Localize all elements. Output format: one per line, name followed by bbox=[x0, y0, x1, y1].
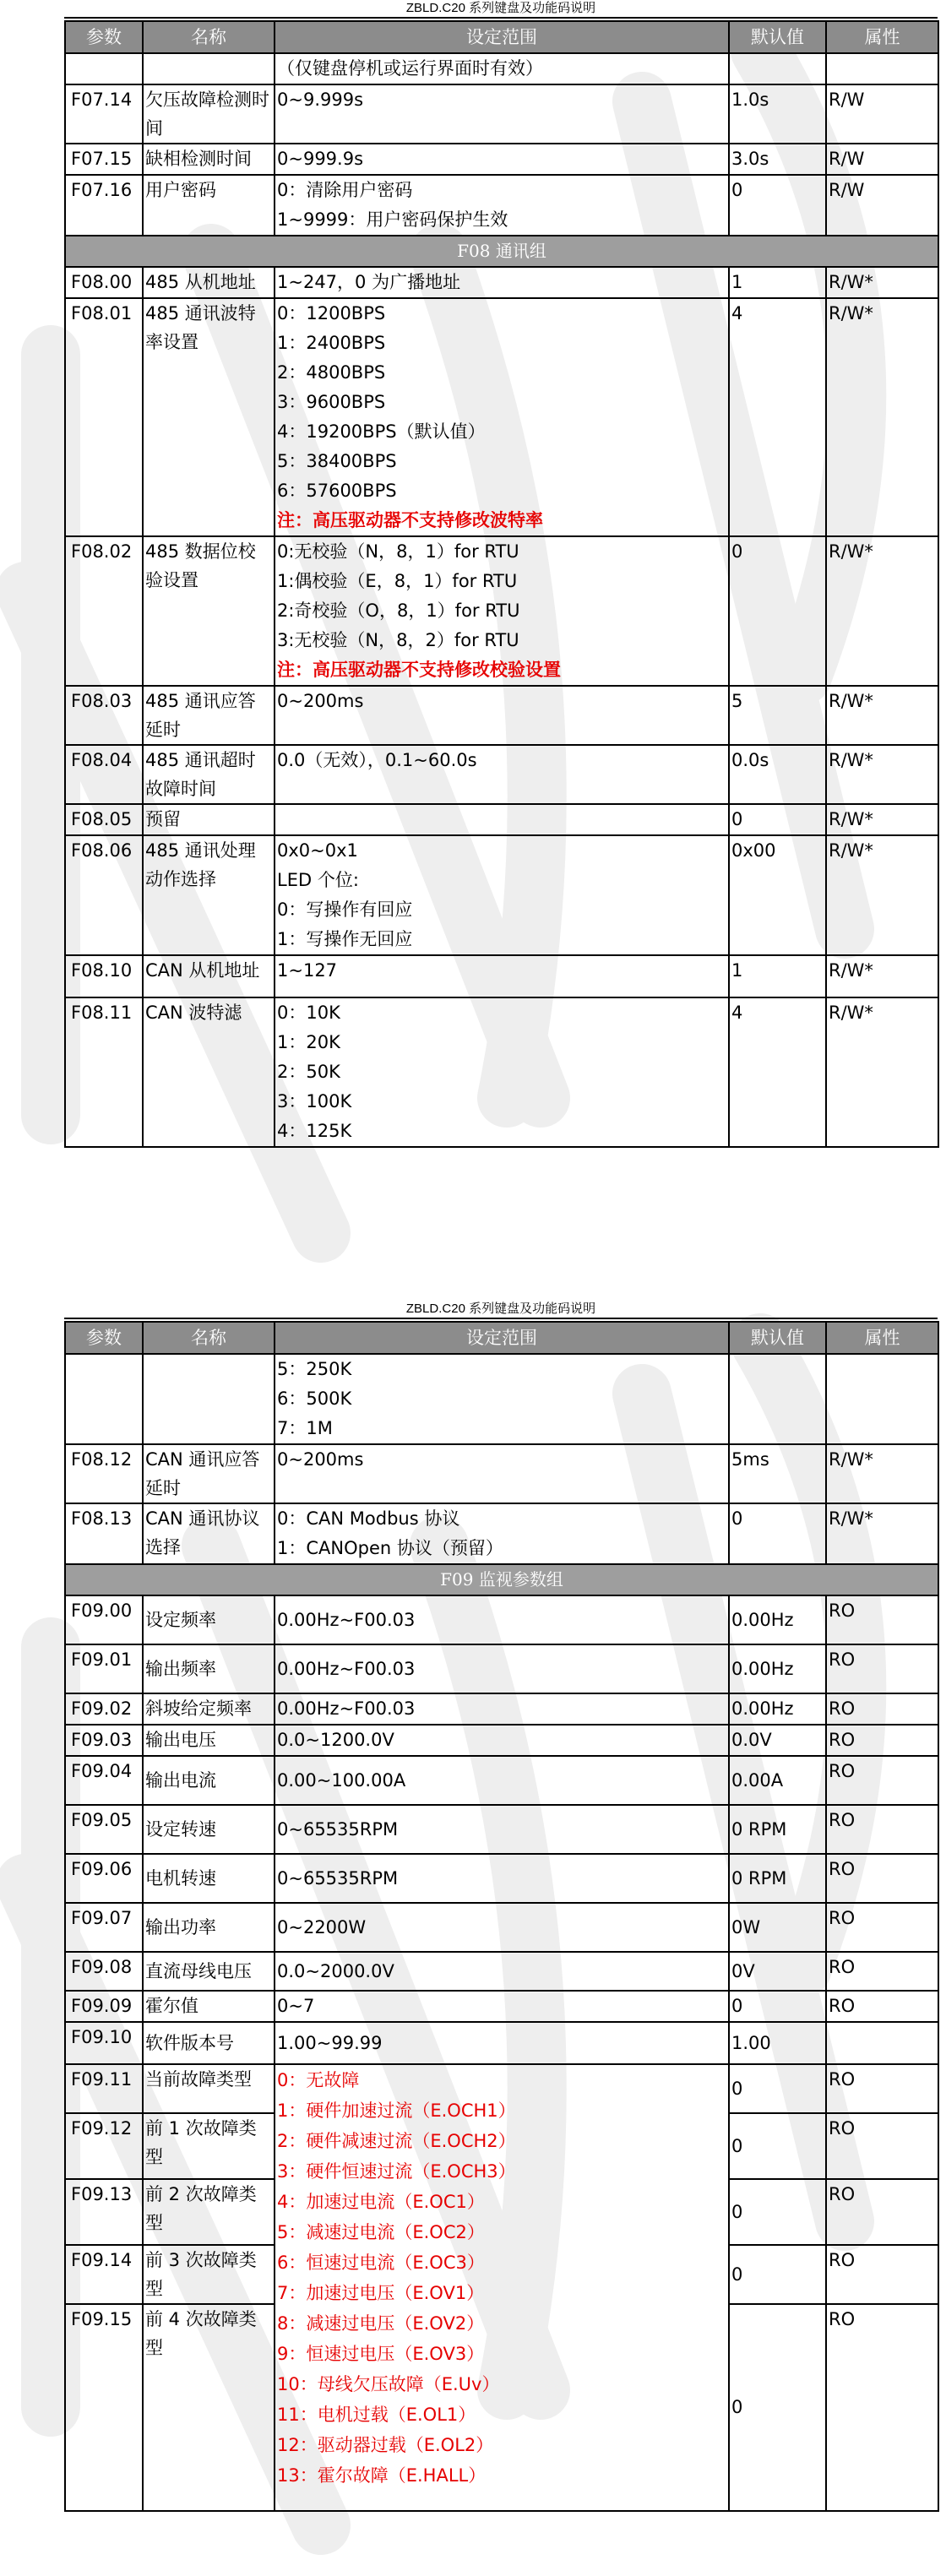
param-range bbox=[275, 175, 729, 236]
param-attribute: R/W* bbox=[826, 267, 938, 298]
param-attribute: RO bbox=[826, 2245, 938, 2304]
param-code: F09.04 bbox=[65, 1756, 143, 1805]
param-attribute: RO bbox=[826, 2064, 938, 2113]
param-attribute: RO bbox=[826, 2304, 938, 2511]
fault-code-item: 3：硬件恒速过流（E.OCH3） bbox=[277, 2161, 516, 2182]
param-code: F09.05 bbox=[65, 1805, 143, 1854]
table-row bbox=[65, 536, 938, 686]
param-range bbox=[275, 1693, 729, 1725]
fault-code-item: 4：加速过电流（E.OC1） bbox=[277, 2192, 485, 2212]
param-attribute: RO bbox=[826, 1903, 938, 1952]
col-header-range: 设定范围 bbox=[275, 1322, 729, 1354]
col-header-name: 名称 bbox=[143, 21, 275, 53]
param-name: 软件版本号 bbox=[143, 2022, 275, 2064]
param-default: 0.00Hz bbox=[729, 1644, 826, 1693]
param-default: 0 bbox=[729, 2245, 826, 2304]
page-2 bbox=[64, 1301, 938, 2512]
param-default: 1 bbox=[729, 955, 826, 997]
param-name: 霍尔值 bbox=[143, 1991, 275, 2022]
col-header-range: 设定范围 bbox=[275, 21, 729, 53]
param-name: 485 从机地址 bbox=[143, 267, 275, 298]
param-name: 输出电压 bbox=[143, 1725, 275, 1756]
param-name: CAN 从机地址 bbox=[143, 955, 275, 997]
range-line: LED 个位: bbox=[277, 870, 359, 890]
table-row bbox=[65, 1805, 938, 1854]
param-range bbox=[275, 1444, 729, 1503]
param-attribute: R/W* bbox=[826, 997, 938, 1147]
param-range bbox=[275, 1756, 729, 1805]
range-line: 0.00Hz~F00.03 bbox=[277, 1609, 416, 1630]
param-default: 4 bbox=[729, 997, 826, 1147]
fault-code-item: 6：恒速过电流（E.OC3） bbox=[277, 2253, 485, 2273]
param-name: 电机转速 bbox=[143, 1854, 275, 1903]
range-line: 0~7 bbox=[277, 1996, 315, 2016]
range-line: 1：20K bbox=[277, 1032, 340, 1052]
param-attribute: R/W bbox=[826, 144, 938, 175]
param-code: F08.06 bbox=[65, 835, 143, 955]
param-range bbox=[275, 1805, 729, 1854]
param-attribute: RO bbox=[826, 1805, 938, 1854]
col-header-name: 名称 bbox=[143, 1322, 275, 1354]
param-attribute: RO bbox=[826, 1952, 938, 1991]
range-line: 0~65535RPM bbox=[277, 1818, 399, 1840]
param-attribute bbox=[826, 2022, 938, 2064]
col-header-param: 参数 bbox=[65, 1322, 143, 1354]
param-range bbox=[275, 1354, 729, 1444]
table-row bbox=[65, 835, 938, 955]
page-header: ZBLD.C20 系列键盘及功能码说明 bbox=[64, 0, 938, 19]
param-code: F07.14 bbox=[65, 84, 143, 144]
param-attribute: R/W* bbox=[826, 804, 938, 835]
param-code: F09.03 bbox=[65, 1725, 143, 1756]
param-range bbox=[275, 997, 729, 1147]
table-row bbox=[65, 84, 938, 144]
param-range bbox=[275, 804, 729, 835]
range-line: 0.0~1200.0V bbox=[277, 1730, 394, 1750]
param-name: 斜坡给定频率 bbox=[143, 1693, 275, 1725]
param-code: F09.09 bbox=[65, 1991, 143, 2022]
fault-code-item: 1：硬件加速过流（E.OCH1） bbox=[277, 2100, 516, 2121]
param-attribute: R/W* bbox=[826, 298, 938, 536]
table-row bbox=[65, 53, 938, 84]
param-attribute: R/W bbox=[826, 175, 938, 236]
param-default: 4 bbox=[729, 298, 826, 536]
table-header-row bbox=[65, 21, 938, 53]
col-header-default: 默认值 bbox=[729, 21, 826, 53]
range-line: 0x0~0x1 bbox=[277, 840, 358, 861]
param-code: F08.10 bbox=[65, 955, 143, 997]
range-line: 7：1M bbox=[277, 1418, 333, 1438]
param-default: 0.00Hz bbox=[729, 1693, 826, 1725]
param-range bbox=[275, 745, 729, 804]
param-default: 0 bbox=[729, 1503, 826, 1564]
range-line: 0：10K bbox=[277, 1003, 340, 1023]
param-attribute: R/W* bbox=[826, 1503, 938, 1564]
param-code: F09.11 bbox=[65, 2064, 143, 2113]
param-range bbox=[275, 84, 729, 144]
param-name: 预留 bbox=[143, 804, 275, 835]
param-default: 0 bbox=[729, 2179, 826, 2245]
param-default: 0W bbox=[729, 1903, 826, 1952]
param-code: F09.02 bbox=[65, 1693, 143, 1725]
range-line: 0:无校验（N，8，1）for RTU bbox=[277, 541, 519, 562]
param-name: 设定频率 bbox=[143, 1595, 275, 1644]
table-row bbox=[65, 1952, 938, 1991]
param-default: 0.00A bbox=[729, 1756, 826, 1805]
col-header-default: 默认值 bbox=[729, 1322, 826, 1354]
table-row bbox=[65, 1693, 938, 1725]
param-code: F07.16 bbox=[65, 175, 143, 236]
param-attribute: RO bbox=[826, 1725, 938, 1756]
param-default bbox=[729, 53, 826, 84]
param-attribute: R/W* bbox=[826, 955, 938, 997]
param-name: 直流母线电压 bbox=[143, 1952, 275, 1991]
param-attribute: RO bbox=[826, 2179, 938, 2245]
param-default: 1.0s bbox=[729, 84, 826, 144]
param-range bbox=[275, 835, 729, 955]
param-attribute bbox=[826, 1354, 938, 1444]
param-name: 485 数据位校验设置 bbox=[143, 536, 275, 686]
param-default: 1 bbox=[729, 267, 826, 298]
range-line: 0.00Hz~F00.03 bbox=[277, 1698, 416, 1719]
param-default: 0 bbox=[729, 2113, 826, 2179]
range-line: 1：写操作无回应 bbox=[277, 929, 413, 949]
table-row bbox=[65, 1725, 938, 1756]
param-name: 前 4 次故障类型 bbox=[143, 2304, 275, 2511]
range-line: 0~200ms bbox=[277, 691, 364, 711]
range-line: 6：500K bbox=[277, 1389, 352, 1409]
param-attribute: RO bbox=[826, 1756, 938, 1805]
table-row bbox=[65, 745, 938, 804]
param-range bbox=[275, 1854, 729, 1903]
param-name: CAN 通讯应答延时 bbox=[143, 1444, 275, 1503]
param-range bbox=[275, 1725, 729, 1756]
range-line: 0.00~100.00A bbox=[277, 1769, 406, 1791]
param-default: 0 bbox=[729, 536, 826, 686]
param-attribute: RO bbox=[826, 1693, 938, 1725]
param-name: 输出频率 bbox=[143, 1644, 275, 1693]
param-attribute bbox=[826, 53, 938, 84]
range-line: 0：写操作有回应 bbox=[277, 899, 413, 920]
param-range bbox=[275, 1952, 729, 1991]
param-code: F09.13 bbox=[65, 2179, 143, 2245]
range-line: 1:偶校验（E，8，1）for RTU bbox=[277, 571, 518, 591]
table-row bbox=[65, 2022, 938, 2064]
range-line: 0：1200BPS bbox=[277, 303, 386, 323]
param-default: 5ms bbox=[729, 1444, 826, 1503]
table-row bbox=[65, 1503, 938, 1564]
param-code: F08.12 bbox=[65, 1444, 143, 1503]
fault-code-item: 9：恒速过电压（E.OV3） bbox=[277, 2344, 485, 2364]
range-line: 5：38400BPS bbox=[277, 451, 397, 471]
table-row bbox=[65, 1903, 938, 1952]
table-row bbox=[65, 1644, 938, 1693]
table-row bbox=[65, 175, 938, 236]
param-default: 0 bbox=[729, 2064, 826, 2113]
page-header: ZBLD.C20 系列键盘及功能码说明 bbox=[64, 1301, 938, 1319]
range-line: 4：19200BPS（默认值） bbox=[277, 421, 486, 442]
table-row bbox=[65, 298, 938, 536]
fault-code-item: 7：加速过电压（E.OV1） bbox=[277, 2283, 485, 2303]
table-row bbox=[65, 2064, 938, 2113]
param-name: 485 通讯超时故障时间 bbox=[143, 745, 275, 804]
table-row bbox=[65, 1444, 938, 1503]
range-line: 2：50K bbox=[277, 1062, 340, 1082]
group-title: F09 监视参数组 bbox=[65, 1564, 938, 1595]
range-line: 0~2200W bbox=[277, 1916, 367, 1937]
range-line: 0.0（无效），0.1~60.0s bbox=[277, 750, 477, 770]
table-row bbox=[65, 1595, 938, 1644]
param-name: 前 1 次故障类型 bbox=[143, 2113, 275, 2179]
param-code: F08.05 bbox=[65, 804, 143, 835]
fault-code-item: 10：母线欠压故障（E.Uv） bbox=[277, 2374, 500, 2394]
range-line: 0.0~2000.0V bbox=[277, 1960, 394, 1981]
param-range bbox=[275, 267, 729, 298]
param-attribute: RO bbox=[826, 1991, 938, 2022]
param-name: 485 通讯波特率设置 bbox=[143, 298, 275, 536]
param-attribute: R/W* bbox=[826, 1444, 938, 1503]
param-range: （仅键盘停机或运行界面时有效） bbox=[275, 53, 729, 84]
param-code: F09.08 bbox=[65, 1952, 143, 1991]
param-code: F09.12 bbox=[65, 2113, 143, 2179]
param-attribute: R/W* bbox=[826, 745, 938, 804]
range-line: 1.00~99.99 bbox=[277, 2032, 383, 2053]
param-range bbox=[275, 298, 729, 536]
param-default: 0 RPM bbox=[729, 1854, 826, 1903]
range-warning: 注：高压驱动器不支持修改波特率 bbox=[277, 510, 543, 530]
range-line: 3:无校验（N，8，2）for RTU bbox=[277, 630, 519, 650]
param-code bbox=[65, 1354, 143, 1444]
param-default: 3.0s bbox=[729, 144, 826, 175]
param-default: 0 bbox=[729, 175, 826, 236]
range-line: 1~247，0 为广播地址 bbox=[277, 272, 461, 292]
param-name: 当前故障类型 bbox=[143, 2064, 275, 2113]
range-line: 1：CANOpen 协议（预留） bbox=[277, 1538, 503, 1558]
range-warning: 注：高压驱动器不支持修改校验设置 bbox=[277, 660, 561, 680]
range-line: 6：57600BPS bbox=[277, 481, 397, 501]
table-row bbox=[65, 955, 938, 997]
param-name: 用户密码 bbox=[143, 175, 275, 236]
param-default: 0 bbox=[729, 2304, 826, 2511]
page-1 bbox=[64, 0, 938, 1148]
table-row bbox=[65, 804, 938, 835]
fault-code-item: 12：驱动器过载（E.OL2） bbox=[277, 2435, 494, 2455]
param-code: F09.10 bbox=[65, 2022, 143, 2064]
param-default: 5 bbox=[729, 686, 826, 745]
param-name: 欠压故障检测时间 bbox=[143, 84, 275, 144]
fault-code-list bbox=[275, 2064, 729, 2511]
param-attribute: R/W* bbox=[826, 536, 938, 686]
fault-code-item: 5：减速过电流（E.OC2） bbox=[277, 2222, 485, 2242]
param-range bbox=[275, 1903, 729, 1952]
param-default: 0x00 bbox=[729, 835, 826, 955]
fault-code-item: 2：硬件减速过流（E.OCH2） bbox=[277, 2131, 516, 2151]
param-default: 0 bbox=[729, 804, 826, 835]
param-attribute: RO bbox=[826, 1595, 938, 1644]
param-name bbox=[143, 53, 275, 84]
col-header-param: 参数 bbox=[65, 21, 143, 53]
range-line: 3：100K bbox=[277, 1091, 352, 1111]
param-name: CAN 波特滤 bbox=[143, 997, 275, 1147]
param-default: 0 RPM bbox=[729, 1805, 826, 1854]
param-code: F09.01 bbox=[65, 1644, 143, 1693]
param-default: 0 bbox=[729, 1991, 826, 2022]
param-default: 0V bbox=[729, 1952, 826, 1991]
param-code: F08.02 bbox=[65, 536, 143, 686]
range-line: 4：125K bbox=[277, 1121, 352, 1141]
param-default: 1.00 bbox=[729, 2022, 826, 2064]
table-row bbox=[65, 1991, 938, 2022]
param-default: 0.0s bbox=[729, 745, 826, 804]
table-row bbox=[65, 997, 938, 1147]
param-range bbox=[275, 1595, 729, 1644]
range-line: 0.00Hz~F00.03 bbox=[277, 1658, 416, 1679]
param-attribute: RO bbox=[826, 1854, 938, 1903]
fault-code-item: 13：霍尔故障（E.HALL） bbox=[277, 2465, 487, 2486]
param-name bbox=[143, 1354, 275, 1444]
range-line: 1~9999：用户密码保护生效 bbox=[277, 209, 508, 230]
param-attribute: R/W bbox=[826, 84, 938, 144]
fault-code-item: 8：减速过电压（E.OV2） bbox=[277, 2313, 485, 2334]
fault-code-item: 11：电机过载（E.OL1） bbox=[277, 2405, 476, 2425]
param-range bbox=[275, 1991, 729, 2022]
param-name: 485 通讯应答延时 bbox=[143, 686, 275, 745]
param-range bbox=[275, 955, 729, 997]
table-row bbox=[65, 267, 938, 298]
range-line: 0：清除用户密码 bbox=[277, 180, 413, 200]
fault-code-item: 0：无故障 bbox=[277, 2070, 360, 2090]
param-range bbox=[275, 2022, 729, 2064]
range-line: 0~999.9s bbox=[277, 149, 364, 169]
range-line: 1：2400BPS bbox=[277, 333, 386, 353]
param-range bbox=[275, 686, 729, 745]
table-header-row bbox=[65, 1322, 938, 1354]
param-code: F09.15 bbox=[65, 2304, 143, 2511]
param-name: 前 3 次故障类型 bbox=[143, 2245, 275, 2304]
range-line: 0~9.999s bbox=[277, 90, 364, 110]
range-line: 2:奇校验（O，8，1）for RTU bbox=[277, 601, 520, 621]
col-header-attr: 属性 bbox=[826, 21, 938, 53]
table-row bbox=[65, 1354, 938, 1444]
table-row bbox=[65, 686, 938, 745]
table-row bbox=[65, 1756, 938, 1805]
range-line: 0：CAN Modbus 协议 bbox=[277, 1508, 460, 1529]
param-attribute: RO bbox=[826, 1644, 938, 1693]
param-code bbox=[65, 53, 143, 84]
param-name: 输出功率 bbox=[143, 1903, 275, 1952]
param-name: 输出电流 bbox=[143, 1756, 275, 1805]
range-line: 5：250K bbox=[277, 1359, 352, 1379]
param-default bbox=[729, 1354, 826, 1444]
param-name: CAN 通讯协议选择 bbox=[143, 1503, 275, 1564]
param-attribute: RO bbox=[826, 2113, 938, 2179]
param-code: F08.01 bbox=[65, 298, 143, 536]
param-range bbox=[275, 144, 729, 175]
param-range bbox=[275, 1503, 729, 1564]
param-range bbox=[275, 1644, 729, 1693]
range-line: 3：9600BPS bbox=[277, 392, 386, 412]
param-code: F09.06 bbox=[65, 1854, 143, 1903]
param-name: 缺相检测时间 bbox=[143, 144, 275, 175]
param-code: F08.00 bbox=[65, 267, 143, 298]
param-name: 前 2 次故障类型 bbox=[143, 2179, 275, 2245]
param-default: 0.00Hz bbox=[729, 1595, 826, 1644]
param-code: F09.00 bbox=[65, 1595, 143, 1644]
table-row bbox=[65, 1854, 938, 1903]
param-attribute: R/W* bbox=[826, 835, 938, 955]
param-attribute: R/W* bbox=[826, 686, 938, 745]
table-row bbox=[65, 144, 938, 175]
parameter-table bbox=[64, 1321, 939, 2512]
range-line: 0~65535RPM bbox=[277, 1867, 399, 1889]
param-code: F08.13 bbox=[65, 1503, 143, 1564]
param-name: 485 通讯处理动作选择 bbox=[143, 835, 275, 955]
parameter-table bbox=[64, 20, 939, 1148]
param-code: F08.04 bbox=[65, 745, 143, 804]
param-range bbox=[275, 536, 729, 686]
param-code: F09.14 bbox=[65, 2245, 143, 2304]
param-code: F08.03 bbox=[65, 686, 143, 745]
range-line: 2：4800BPS bbox=[277, 362, 386, 383]
range-line: 0~200ms bbox=[277, 1449, 364, 1470]
param-default: 0.0V bbox=[729, 1725, 826, 1756]
col-header-attr: 属性 bbox=[826, 1322, 938, 1354]
range-line: 1~127 bbox=[277, 960, 338, 981]
group-row bbox=[65, 236, 938, 267]
param-name: 设定转速 bbox=[143, 1805, 275, 1854]
param-code: F08.11 bbox=[65, 997, 143, 1147]
group-row bbox=[65, 1564, 938, 1595]
group-title: F08 通讯组 bbox=[65, 236, 938, 267]
param-code: F09.07 bbox=[65, 1903, 143, 1952]
param-code: F07.15 bbox=[65, 144, 143, 175]
